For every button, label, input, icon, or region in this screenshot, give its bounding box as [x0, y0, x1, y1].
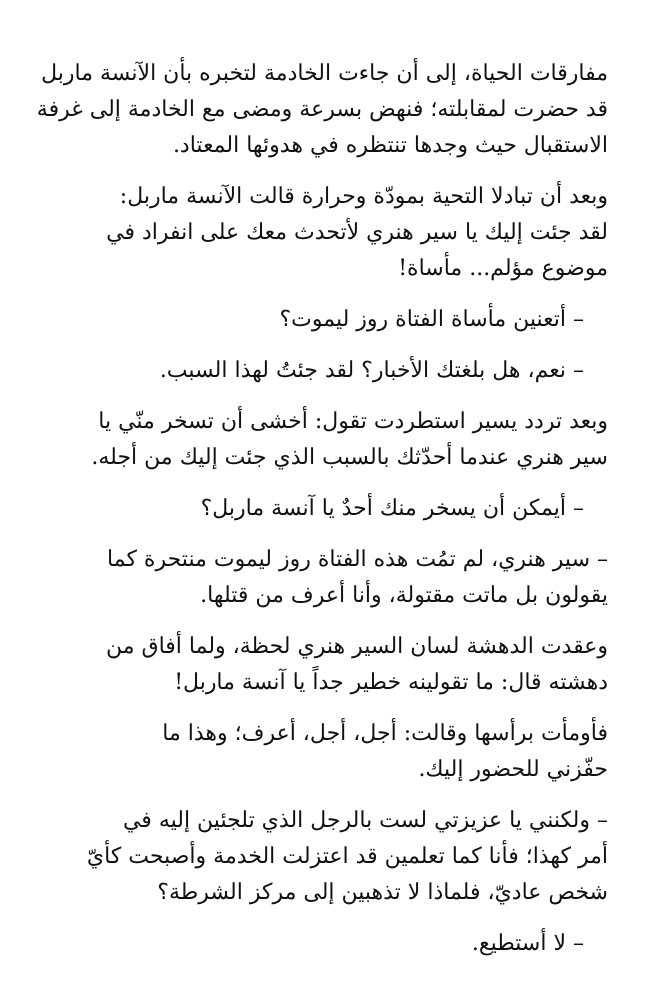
paragraph-narration-2 [78, 179, 608, 287]
text-line: قد حضرت لمقابلته؛ فنهض بسرعة ومضى مع الخادمة إلى غرفة [36, 97, 608, 122]
text-line: دهشته قال: ما تقولينه خطير جداً يا آنسة ماربل! [174, 670, 608, 695]
text-line: – لا أستطيع. [471, 931, 584, 956]
dialogue-line-2 [78, 353, 608, 389]
text-line: – أيمكن أن يسخر منك أحدٌ يا آنسة ماربل؟ [200, 496, 584, 521]
text-line: لقد جئت إليك يا سير هنري لأتحدث معك على انفراد في [106, 220, 608, 245]
text-line: شخص عاديّ، فلماذا لا تذهبين إلى مركز الشرطة؟ [157, 880, 608, 905]
text-line: وبعد تردد يسير استطردت تقول: أخشى أن تسخر منّي يا [98, 409, 608, 434]
paragraph-narration-1 [36, 56, 608, 164]
text-line: – ولكنني يا عزيزتي لست بالرجل الذي تلجئين إليه في [122, 808, 608, 833]
paragraph-narration-4 [78, 629, 608, 701]
text-line: الاستقبال حيث وجدها تنتظره في هدوئها المعتاد. [172, 133, 608, 158]
text-line: – سير هنري، لم تمُت هذه الفتاة روز ليموت منتحرة كما [107, 547, 608, 572]
dialogue-line-1 [78, 302, 608, 338]
text-line: أمر كهذا؛ فأنا كما تعلمين قد اعتزلت الخدمة وأصبحت كأيّ [86, 844, 608, 869]
text-line: سير هنري عندما أحدّثك بالسبب الذي جئت إليك من أجله. [91, 445, 608, 470]
text-line: مفارقات الحياة، إلى أن جاءت الخادمة لتخبره بأن الآنسة ماربل [41, 61, 608, 86]
text-line: حفّزني للحضور إليك. [418, 757, 608, 782]
text-line: – نعم، هل بلغتك الأخبار؟ لقد جئتُ لهذا السبب. [159, 358, 584, 383]
text-line: وبعد أن تبادلا التحية بمودّة وحرارة قالت الآنسة ماربل: [119, 184, 608, 209]
text-line: وعقدت الدهشة لسان السير هنري لحظة، ولما أفاق من [105, 634, 608, 659]
text-line: موضوع مؤلم... مأساة! [398, 256, 608, 281]
paragraph-narration-3 [78, 404, 608, 476]
dialogue-paragraph-2 [78, 803, 608, 911]
dialogue-line-3 [78, 491, 608, 527]
text-line: – أتعنين مأساة الفتاة روز ليموت؟ [279, 307, 584, 332]
book-page [36, 56, 608, 977]
text-line: يقولون بل ماتت مقتولة، وأنا أعرف من قتلها. [200, 583, 608, 608]
dialogue-line-4 [78, 926, 608, 962]
paragraph-narration-5 [78, 716, 608, 788]
text-line: فأومأت برأسها وقالت: أجل، أجل، أعرف؛ وهذا ما [162, 721, 608, 746]
dialogue-paragraph-1 [78, 542, 608, 614]
